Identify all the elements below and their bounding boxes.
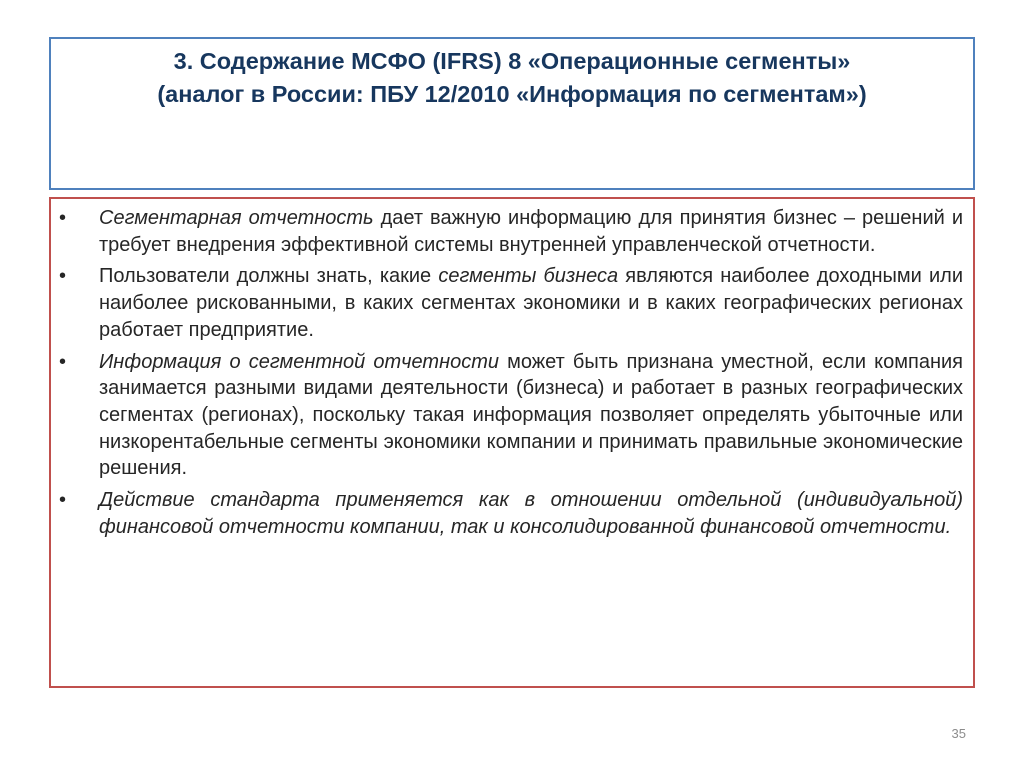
bullet-4-italic: Действие стандарта применяется как в отношении отдельной (индивидуальной) финансовой отчетности компании, так и консолидированной финансовой отчетности.	[99, 489, 963, 538]
bullet-1-text: дает важную информацию для принятия бизнес – решений и требует внедрения эффективной системы внутренней управленческой отчетности.	[99, 207, 963, 256]
title-box	[49, 37, 975, 190]
bullet-1-italic: Сегментарная отчетность	[99, 207, 374, 229]
title-line-2: (аналог в России: ПБУ 12/2010 «Информация по сегментам»)	[157, 81, 867, 107]
bullet-2-italic: сегменты бизнеса	[438, 265, 619, 288]
bullet-icon: •	[59, 489, 67, 512]
page-number: 35	[951, 726, 966, 741]
bullet-item-1	[51, 205, 963, 258]
title-line-1: 3. Содержание МСФО (IFRS) 8 «Операционные сегменты»	[173, 48, 851, 74]
bullet-2-text-end: являются наиболее доходными или наиболее рискованными, в каких сегментах экономики и в каких географических регионах работает предприятие.	[99, 265, 963, 341]
bullet-item-4	[51, 487, 963, 540]
slide-title	[51, 39, 973, 111]
bullet-list	[51, 199, 973, 540]
bullet-3-italic: Информация о сегментной отчетности	[99, 350, 499, 373]
bullet-3-text: может быть признана уместной, если компания занимается разными видами деятельности (бизнеса) и работает в разных географических сегментах (регионах), поскольку такая информация позволяет определять убыточные или низкорентабельные сегменты экономики компании и принимать правильные экономические решения.	[99, 350, 964, 480]
bullet-2-text-start: Пользователи должны знать, какие	[99, 265, 439, 288]
content-box	[49, 197, 975, 688]
bullet-icon: •	[59, 207, 67, 229]
bullet-item-2	[51, 263, 963, 343]
bullet-icon: •	[59, 265, 67, 288]
bullet-item-3	[51, 349, 963, 483]
bullet-icon: •	[59, 350, 67, 373]
